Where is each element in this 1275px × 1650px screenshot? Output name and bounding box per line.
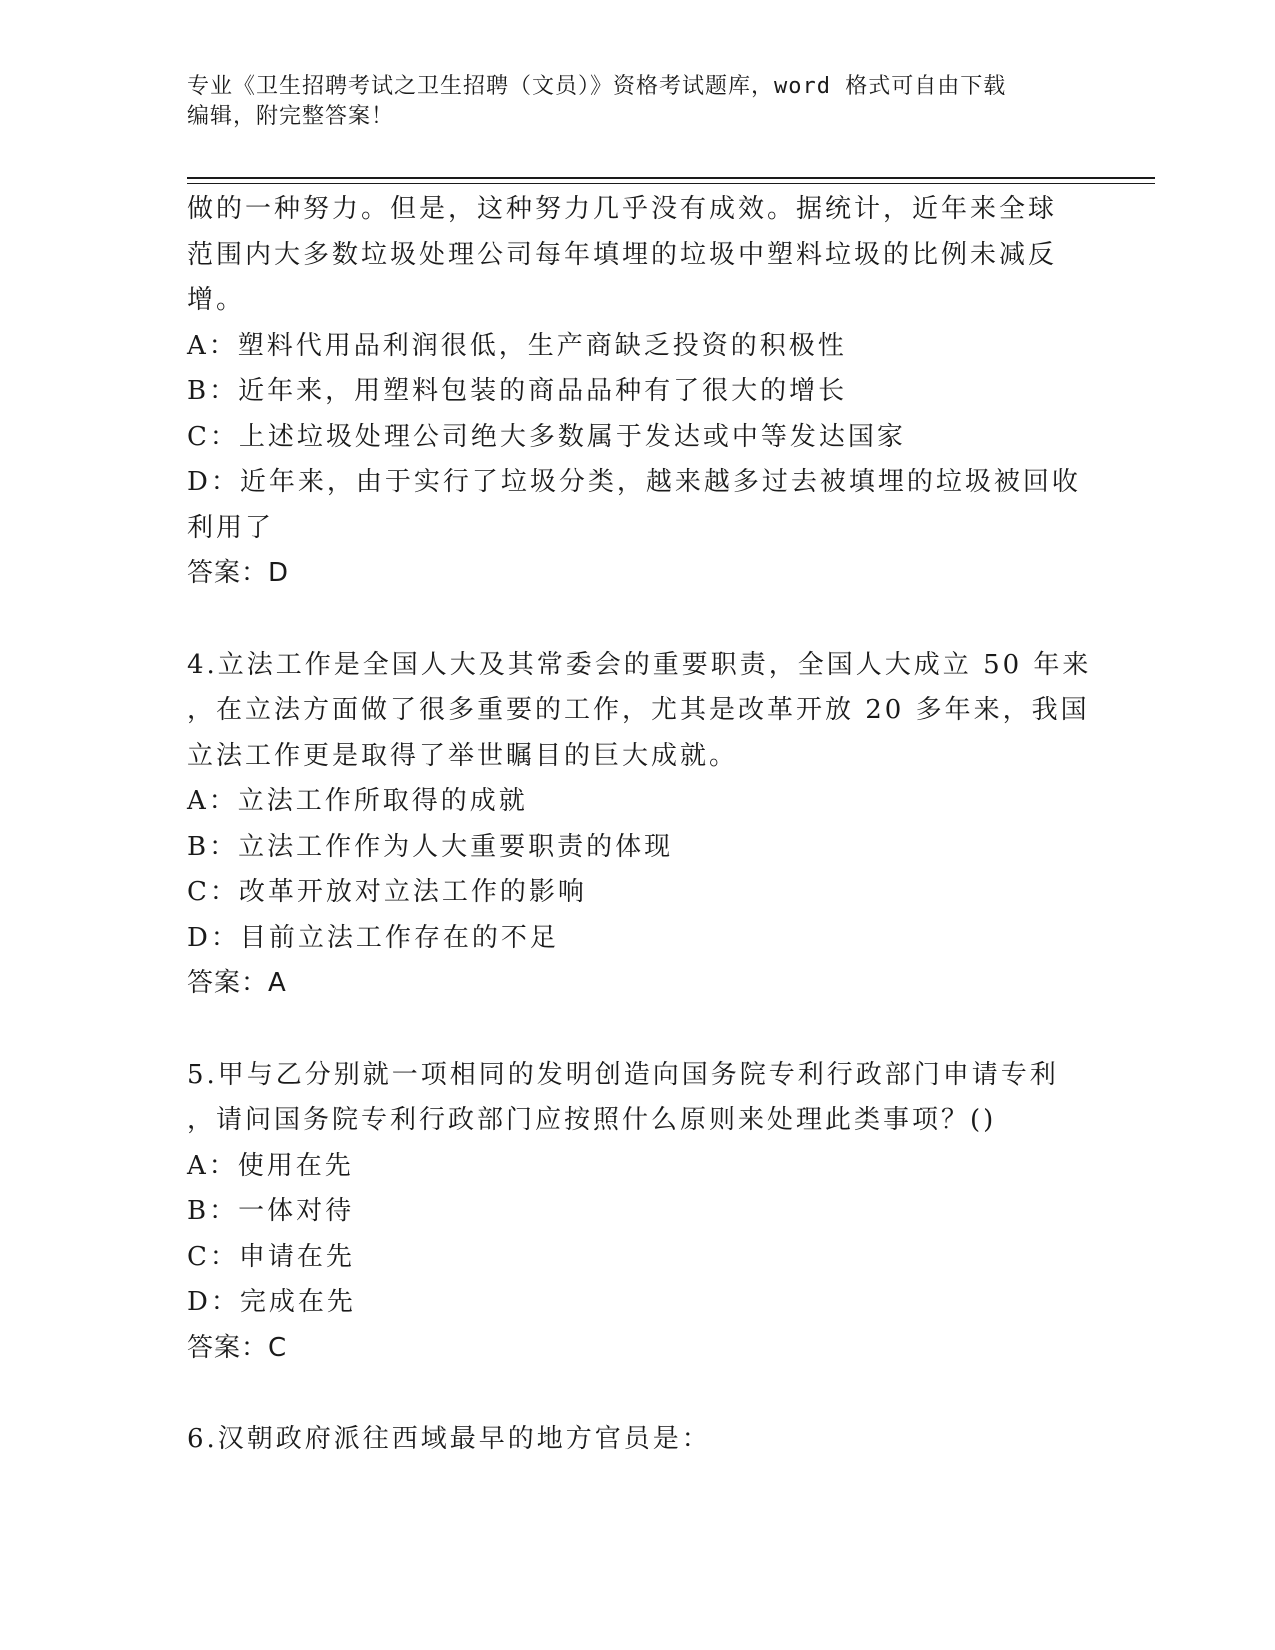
- question-4-option-c: C：改革开放对立法工作的影响: [187, 877, 587, 907]
- question-3-option-d-continued: 利用了: [187, 512, 275, 543]
- question-5: [187, 1053, 1087, 1372]
- header-line-2: 编辑，附完整答案！: [187, 104, 395, 129]
- question-3-stem-line: 范围内大多数垃圾处理公司每年填埋的垃圾中塑料垃圾的比例未减反: [187, 239, 1058, 270]
- question-5-stem-line: ，请问国务院专利行政部门应按照什么原则来处理此类事项？(): [187, 1105, 997, 1135]
- question-4-stem-line: 立法工作更是取得了举世瞩目的巨大成就。: [187, 740, 739, 771]
- question-5-option-a: A：使用在先: [187, 1150, 354, 1181]
- question-6: [187, 1417, 1087, 1463]
- question-4-option-b: B：立法工作作为人大重要职责的体现: [187, 831, 674, 862]
- header-line-1: 专业《卫生招聘考试之卫生招聘（文员）》资格考试题库，word 格式可自由下载: [187, 74, 1007, 99]
- question-list: [187, 187, 1092, 1463]
- question-4-stem-line: ，在立法方面做了很多重要的工作，尤其是改革开放 20 多年来，我国: [187, 695, 1090, 725]
- question-3-stem-line: 增。: [187, 285, 246, 315]
- question-5-option-d: D：完成在先: [187, 1287, 356, 1317]
- document-header: [187, 72, 1087, 132]
- question-3-stem-line: 做的一种努力。但是，这种努力几乎没有成效。据统计，近年来全球: [187, 194, 1058, 224]
- question-3-answer: 答案：D: [187, 558, 290, 588]
- question-5-stem-line: 5.甲与乙分别就一项相同的发明创造向国务院专利行政部门申请专利: [187, 1059, 1059, 1090]
- question-4-stem-line: 4.立法工作是全国人大及其常委会的重要职责，全国人大成立 50 年来: [187, 649, 1092, 680]
- question-4-option-d: D：目前立法工作存在的不足: [187, 922, 559, 953]
- question-3-option-b: B：近年来，用塑料包装的商品品种有了很大的增长: [187, 376, 848, 406]
- header-divider-thin: [187, 183, 1155, 184]
- question-3: [187, 187, 1087, 597]
- question-3-option-c: C：上述垃圾处理公司绝大多数属于发达或中等发达国家: [187, 421, 906, 452]
- question-6-stem-line: 6.汉朝政府派往西域最早的地方官员是：: [187, 1424, 711, 1454]
- question-5-option-b: B：一体对待: [187, 1196, 355, 1226]
- question-4-answer: 答案：A: [187, 968, 287, 998]
- header-divider-thick: [187, 177, 1155, 179]
- question-5-answer: 答案：C: [187, 1332, 288, 1363]
- question-4-option-a: A：立法工作所取得的成就: [187, 786, 528, 816]
- question-5-option-c: C：申请在先: [187, 1241, 355, 1272]
- question-3-option-d: D：近年来，由于实行了垃圾分类，越来越多过去被填埋的垃圾被回收: [187, 467, 1081, 497]
- question-4: [187, 643, 1092, 1007]
- question-3-option-a: A：塑料代用品利润很低，生产商缺乏投资的积极性: [187, 330, 847, 361]
